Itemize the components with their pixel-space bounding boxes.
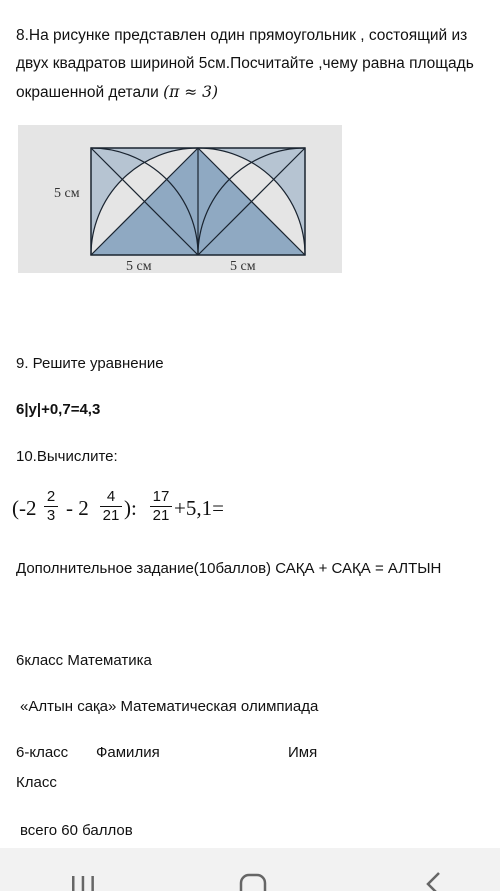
fraction-2-3 [44,488,58,525]
total-points: всего 60 баллов [20,822,133,839]
fraction-numerator: 17 [152,488,170,505]
label-width-1: 5 см [126,259,152,273]
fraction-numerator: 4 [106,488,116,505]
fraction-denominator: 21 [100,506,122,525]
fraction-denominator: 3 [44,506,58,525]
fraction-17-21 [150,488,172,525]
label-height: 5 см [54,186,80,201]
extra-task: Дополнительное задание(10баллов) САҚА + САҚА = АЛТЫН [16,560,442,577]
recent-apps-icon[interactable] [70,874,96,896]
home-icon[interactable] [238,872,268,896]
geometry-figure [18,125,342,273]
fraction-denominator: 21 [150,506,172,525]
fraction-4-21 [100,488,122,525]
question-8-body: 8.На рисунке представлен один прямоугольник , состоящий из двух квадратов шириной 5см.Посчитайте ,чему равна площадь окрашенной детали [16,27,474,101]
question-8-text [16,22,496,107]
system-nav-bar [0,848,500,891]
klass-label: Класс [16,774,57,791]
question-9-title: 9. Решите уравнение [16,355,164,372]
question-10-title: 10.Вычислите: [16,448,118,465]
name-label: Имя [288,744,318,761]
surname-label: Фамилия [96,744,160,761]
class-label: 6-класс [16,744,69,761]
back-icon[interactable] [422,870,444,896]
expr-open: (-2 [12,496,37,520]
rectangle-squares-diagram [18,125,342,273]
expr-minus: - 2 [66,496,89,520]
fraction-numerator: 2 [46,488,56,505]
pi-approx-note: (π ≈ 3) [163,83,219,101]
expr-tail: +5,1= [174,496,224,520]
label-width-2: 5 см [230,259,256,273]
expr-close: ): [124,496,137,520]
question-9-equation: 6|y|+0,7=4,3 [16,401,101,418]
olympiad-title: «Алтын сақа» Математическая олимпиада [20,698,319,715]
class-subject: 6класс Математика [16,652,152,669]
